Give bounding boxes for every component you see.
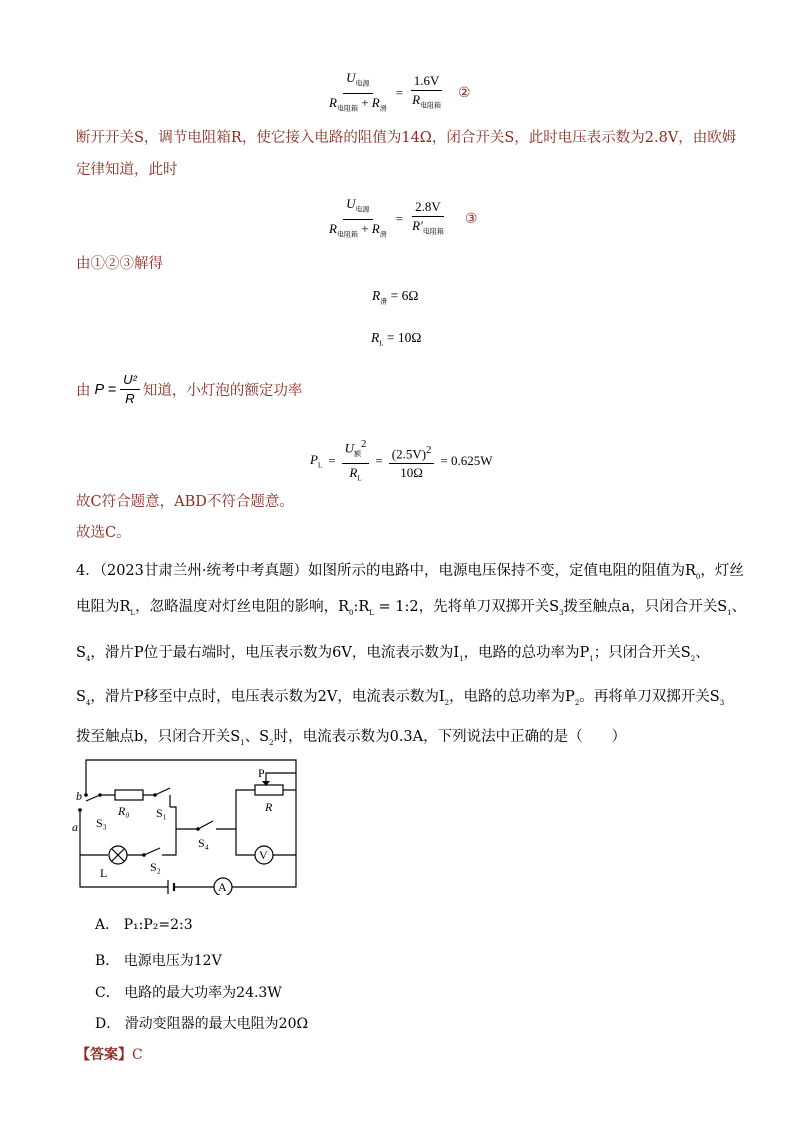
switch-s4 (198, 821, 213, 829)
label-a-meter: A (218, 880, 227, 894)
resistor-r0 (115, 790, 143, 800)
symbol: R (329, 220, 337, 236)
symbol: U (344, 440, 354, 456)
subscript: 电阻箱 (336, 230, 358, 239)
text: = 1:2，先将单刀双掷开关S (373, 599, 560, 615)
symbol: R (349, 464, 358, 480)
node (98, 793, 102, 797)
text: 知道，小灯泡的额定功率 (142, 383, 303, 399)
text: ，滑片P位于最右端时，电压表示数为6V，电流表示数为I (90, 645, 460, 661)
result-r-slide (372, 288, 418, 307)
label-b: b (76, 789, 82, 803)
circuit-diagram (70, 755, 310, 895)
label-s3: S₃ (96, 816, 107, 830)
paragraph-line: 定律知道，此时 (76, 162, 178, 178)
text: ，灯丝 (700, 563, 744, 579)
question-line: $S_4$，滑片P位于最右端时，电压表示数为6V，电流表示数为$I_1$，电路的总功率为$P_1$；只闭合开关$S_2$、 (76, 645, 710, 663)
text: 、S (244, 729, 270, 745)
equation-mark: ② (458, 85, 471, 101)
subscript: L (379, 339, 384, 348)
label-s4: S₄ (198, 836, 209, 850)
equation-2 (326, 70, 471, 116)
label-s1: S₁ (156, 806, 167, 820)
symbol: R (371, 220, 380, 236)
switch-s3 (86, 795, 100, 801)
subscript: 电源 (355, 205, 370, 214)
paragraph-line: 由①②③解得 (76, 256, 163, 272)
text: 电阻为R (76, 599, 131, 615)
equals-sign: = (395, 85, 404, 101)
text: 时，电流表示数为0.3A，下列说法中正确的是（ ） (273, 729, 627, 745)
subscript: 滑 (379, 230, 387, 239)
symbol: R (329, 94, 337, 110)
symbol: R (371, 330, 380, 345)
question-line: 4．（2023甘肃兰州·统考中考真题）如图所示的电路中，电源电压保持不变，定值电阻的阻值为$R_0$，灯丝 (76, 563, 744, 581)
conclusion-line: 故选C。 (76, 525, 131, 541)
symbol: U (346, 70, 356, 85)
value: = 10Ω (386, 330, 422, 345)
equation-3 (326, 196, 477, 242)
label-l: L (100, 866, 108, 880)
text: 。再将单刀双掷开关S (579, 689, 720, 705)
fraction-lhs (326, 196, 390, 242)
label-r0: R₀ (118, 804, 130, 818)
answer-value: C (132, 1047, 143, 1063)
subscript: L (317, 462, 323, 471)
numerator: U² (120, 372, 140, 390)
numerator: 1.6V (411, 73, 443, 91)
option-letter: B． (95, 953, 120, 969)
node (196, 827, 200, 831)
symbol: R′ (412, 217, 423, 233)
label-v: V (259, 848, 268, 862)
symbol: U (346, 196, 356, 211)
equation-pl (310, 436, 493, 487)
paragraph-line: 断开开关S，调节电阻箱R，使它接入电路的阻值为14Ω，闭合开关S，此时电压表示数为2.8V，由欧姆 (76, 130, 737, 146)
text: S (76, 645, 86, 661)
text: ，滑片P移至中点时，电压表示数为2V，电流表示数为I (90, 689, 445, 705)
symbol: R (372, 288, 381, 303)
option-letter: A． (95, 917, 120, 933)
power-formula-line (76, 372, 302, 407)
wire (266, 773, 296, 777)
text: 、 (731, 599, 747, 615)
text: ；只闭合开关S (593, 645, 691, 661)
equals-sign: = (395, 211, 404, 227)
node (142, 853, 146, 857)
text: ，忽略温度对灯丝电阻的影响，R (135, 599, 349, 615)
fraction (342, 436, 370, 487)
option-b (95, 951, 222, 971)
label-r: R (265, 800, 273, 814)
fraction (389, 442, 435, 481)
contact-a (78, 808, 82, 812)
option-text: 电源电压为12V (123, 953, 222, 969)
denominator: R (125, 391, 135, 406)
equals-sign: = (375, 453, 383, 469)
subscript: 电阻箱 (422, 227, 444, 236)
text: 、 (695, 645, 710, 661)
plus: + (361, 94, 369, 110)
equation-mark: ③ (464, 211, 478, 227)
text: 由 (76, 383, 91, 399)
rheostat (255, 785, 283, 795)
text: ，电路的总功率为P (449, 689, 575, 705)
text: 4．（2023甘肃兰州·统考中考真题）如图所示的电路中，电源电压保持不变，定值电阻的阻值为R (76, 563, 696, 579)
result: = 0.625W (440, 453, 493, 469)
option-text: P₁:P₂=2:3 (123, 917, 193, 933)
option-text: 电路的最大功率为24.3W (124, 985, 282, 1001)
fraction (120, 372, 140, 407)
wire (236, 790, 255, 803)
numerator: 2.8V (412, 199, 444, 217)
label-s2: S₂ (150, 860, 161, 874)
subscript: 额 (353, 449, 361, 458)
fraction-rhs (409, 199, 447, 240)
denominator: 10Ω (400, 464, 423, 480)
numerator: (2.5V) (391, 445, 427, 461)
wire (236, 803, 255, 855)
subscript: 电阻箱 (336, 104, 358, 113)
result-r-lamp (371, 330, 421, 348)
contact-b (84, 793, 88, 797)
formula: P = (94, 381, 117, 398)
text: :R (353, 599, 370, 615)
question-line: 电阻为$R_L$，忽略温度对灯丝电阻的影响，$R_0:R_L$ = 1:2，先将单刀双掷开关$S_3$拨至触点a，只闭合开关$S_1$、 (76, 599, 747, 617)
text: S (76, 689, 86, 705)
node (153, 793, 157, 797)
option-letter: D． (95, 1016, 121, 1032)
option-a (95, 915, 193, 935)
switch-s1 (155, 788, 170, 795)
option-d (95, 1014, 308, 1034)
text: 拨至触点b，只闭合开关S (76, 729, 241, 745)
plus: + (361, 220, 369, 236)
switch-s2 (144, 848, 160, 855)
fraction-rhs (409, 73, 444, 114)
subscript: 电源 (355, 79, 370, 88)
text: 拨至触点a，只闭合开关S (563, 599, 728, 615)
option-letter: C． (95, 985, 120, 1001)
symbol: R (371, 94, 380, 110)
subscript: 滑 (380, 297, 388, 306)
label-p: P (258, 766, 265, 780)
superscript: 2 (426, 443, 432, 456)
value: = 6Ω (390, 288, 419, 303)
label-a: a (72, 820, 78, 834)
question-line: 拨至触点b，只闭合开关$S_1$、$S_2$时，电流表示数为0.3A，下列说法中正确的是（ ） (76, 729, 627, 747)
subscript: L (357, 474, 362, 483)
question-line: $S_4$，滑片P移至中点时，电压表示数为2V，电流表示数为$I_2$，电路的总功率为$P_2$。再将单刀双掷开关$S_3$ (76, 689, 725, 707)
option-text: 滑动变阻器的最大电阻为20Ω (124, 1016, 309, 1032)
fraction-lhs (326, 70, 390, 116)
symbol: R (412, 91, 421, 107)
option-c (95, 983, 282, 1003)
subscript: 电阻箱 (420, 101, 442, 110)
conclusion-line: 故C符合题意，ABD不符合题意。 (76, 494, 294, 510)
superscript: 2 (360, 438, 367, 450)
subscript: 滑 (379, 104, 387, 113)
equals-sign: = (328, 453, 336, 469)
wire (166, 829, 176, 855)
symbol: P (310, 452, 318, 468)
wire (170, 807, 176, 829)
answer (76, 1044, 143, 1064)
text: ，电路的总功率为P (463, 645, 590, 661)
answer-label: 【答案】 (76, 1047, 132, 1063)
